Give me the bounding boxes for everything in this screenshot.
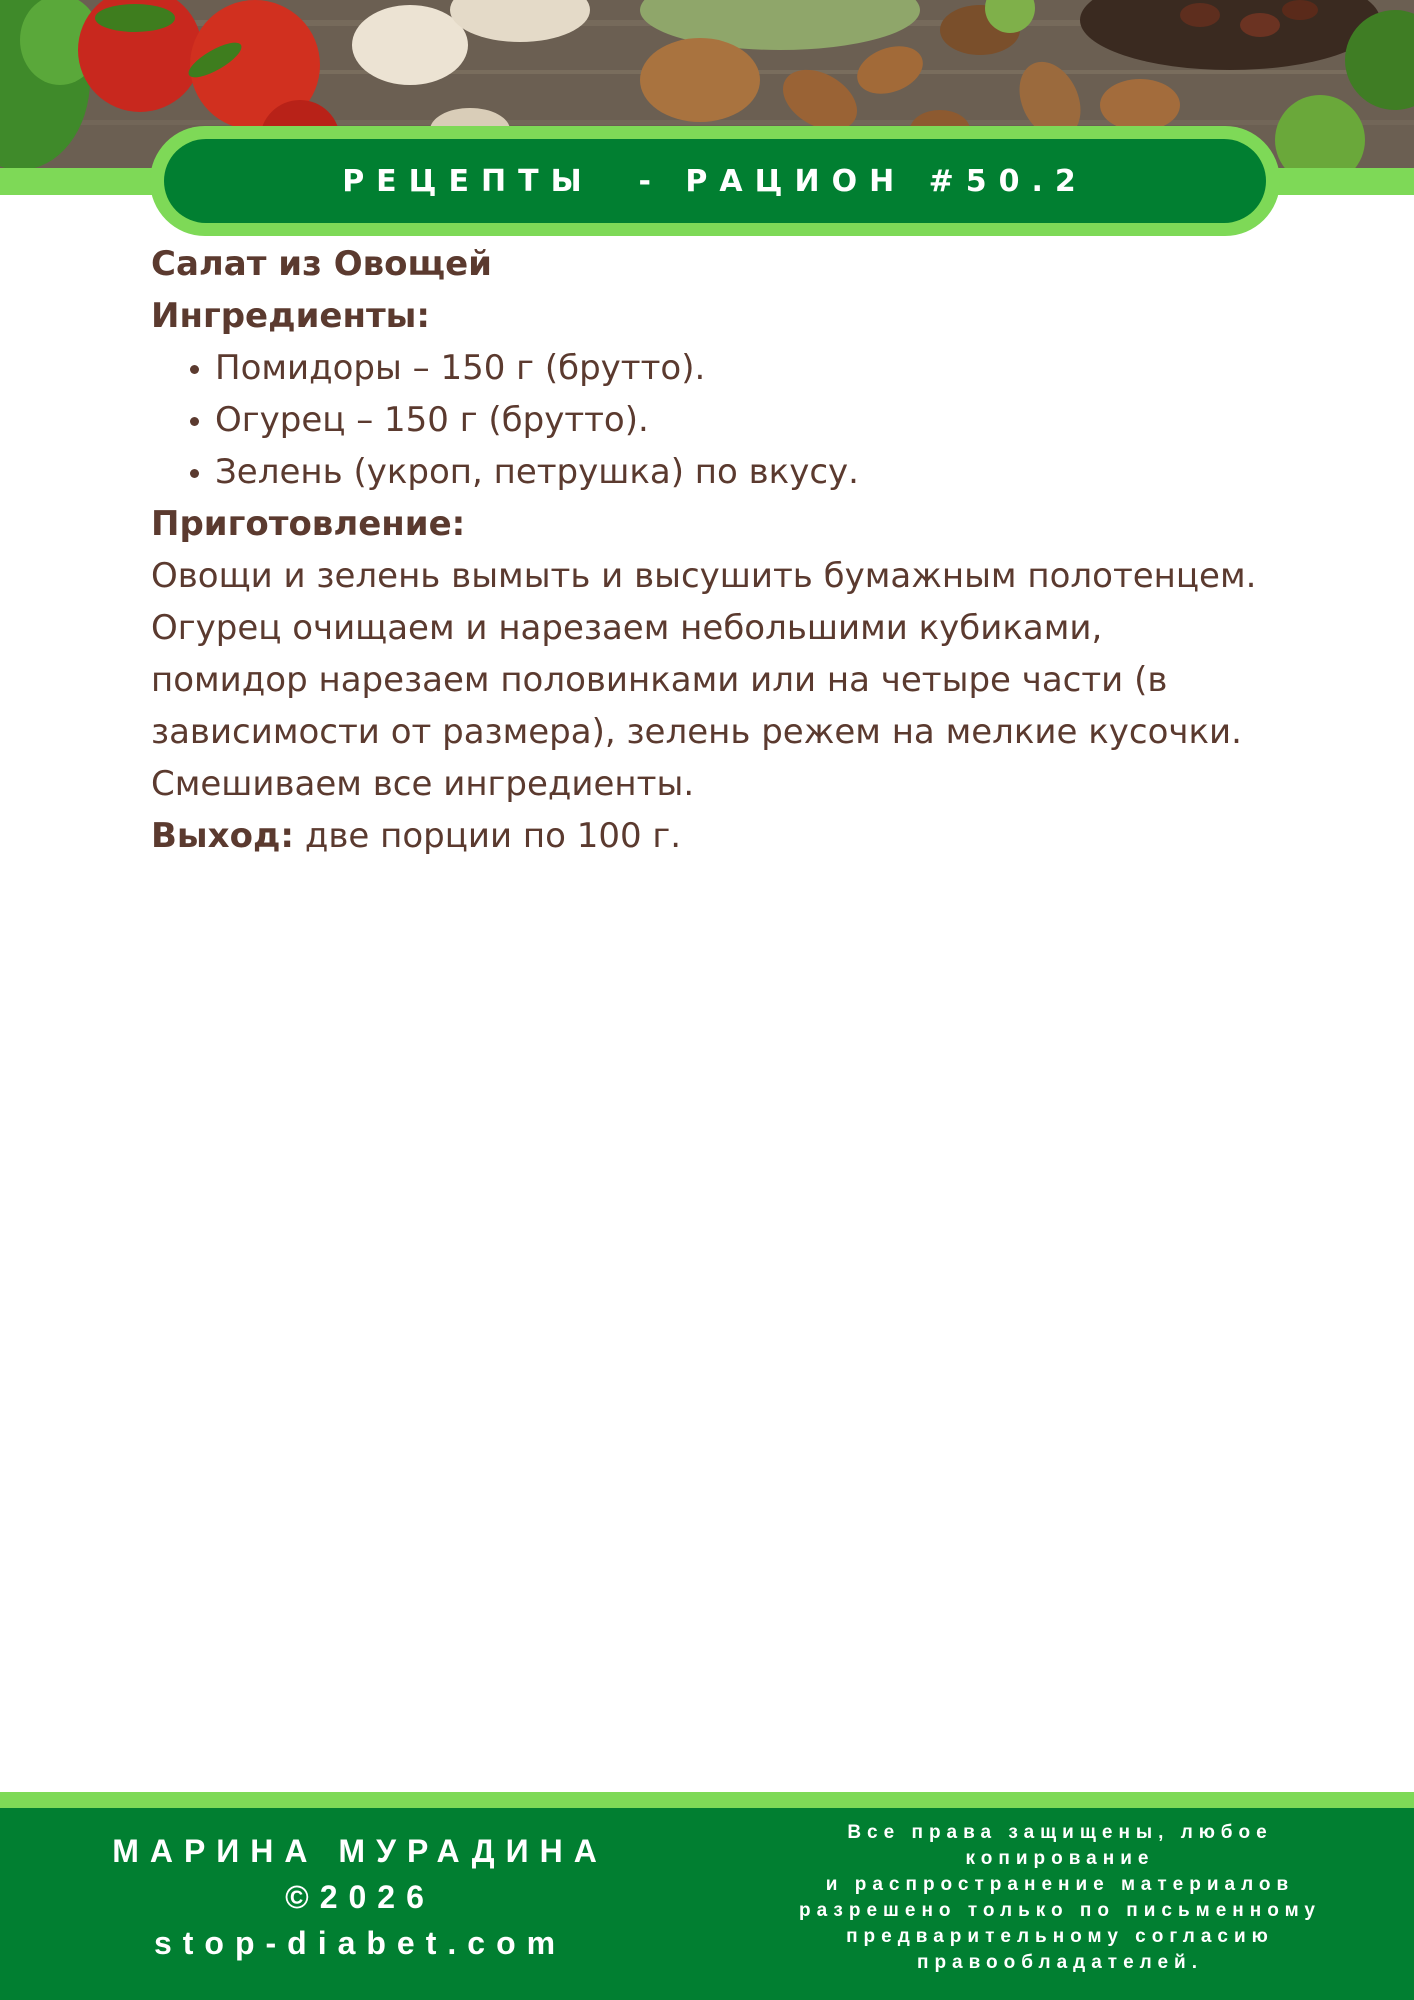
recipe-content: [151, 238, 1301, 862]
ingredients-list: [151, 342, 1301, 498]
list-item: • Огурец – 150 г (брутто).: [215, 394, 1301, 446]
preparation-line: помидор нарезаем половинками или на четыре части (в: [151, 660, 1168, 700]
title-banner-inner: [164, 139, 1266, 223]
author-name: МАРИНА МУРАДИНА: [112, 1833, 608, 1869]
list-item: • Помидоры – 150 г (брутто).: [215, 342, 1301, 394]
rights-line: предварительному согласию: [846, 1926, 1274, 1947]
footer-author-block: [40, 1828, 680, 1966]
website: stop-diabet.com: [153, 1925, 567, 1961]
rights-line: Все права защищены, любое: [847, 1822, 1273, 1843]
preparation-line: Огурец очищаем и нарезаем небольшими кубиками,: [151, 608, 1103, 648]
rights-line: и распространение материалов: [825, 1874, 1295, 1895]
rights-line: разрешено только по письменному: [799, 1900, 1321, 1921]
yield-line: [151, 810, 1301, 862]
yield-value: две порции по 100 г.: [294, 816, 682, 856]
copyright: ©2026: [285, 1879, 435, 1915]
preparation-heading: Приготовление:: [151, 504, 466, 544]
footer-rights-notice: [740, 1820, 1380, 1976]
preparation-line: зависимости от размера), зелень режем на мелкие кусочки.: [151, 712, 1242, 752]
ingredients-heading: Ингредиенты:: [151, 296, 430, 336]
rights-line: копирование: [965, 1848, 1155, 1869]
rights-line: правообладателей.: [916, 1952, 1204, 1973]
recipe-title: Салат из Овощей: [151, 244, 492, 284]
title-banner: [150, 126, 1280, 236]
preparation-line: Смешиваем все ингредиенты.: [151, 764, 695, 804]
preparation-line: Овощи и зелень вымыть и высушить бумажным полотенцем.: [151, 556, 1257, 596]
footer: [0, 1808, 1414, 2000]
page-title: РЕЦЕПТЫ - РАЦИОН #50.2: [342, 163, 1088, 199]
yield-label: Выход:: [151, 816, 295, 856]
list-item: • Зелень (укроп, петрушка) по вкусу.: [215, 446, 1301, 498]
